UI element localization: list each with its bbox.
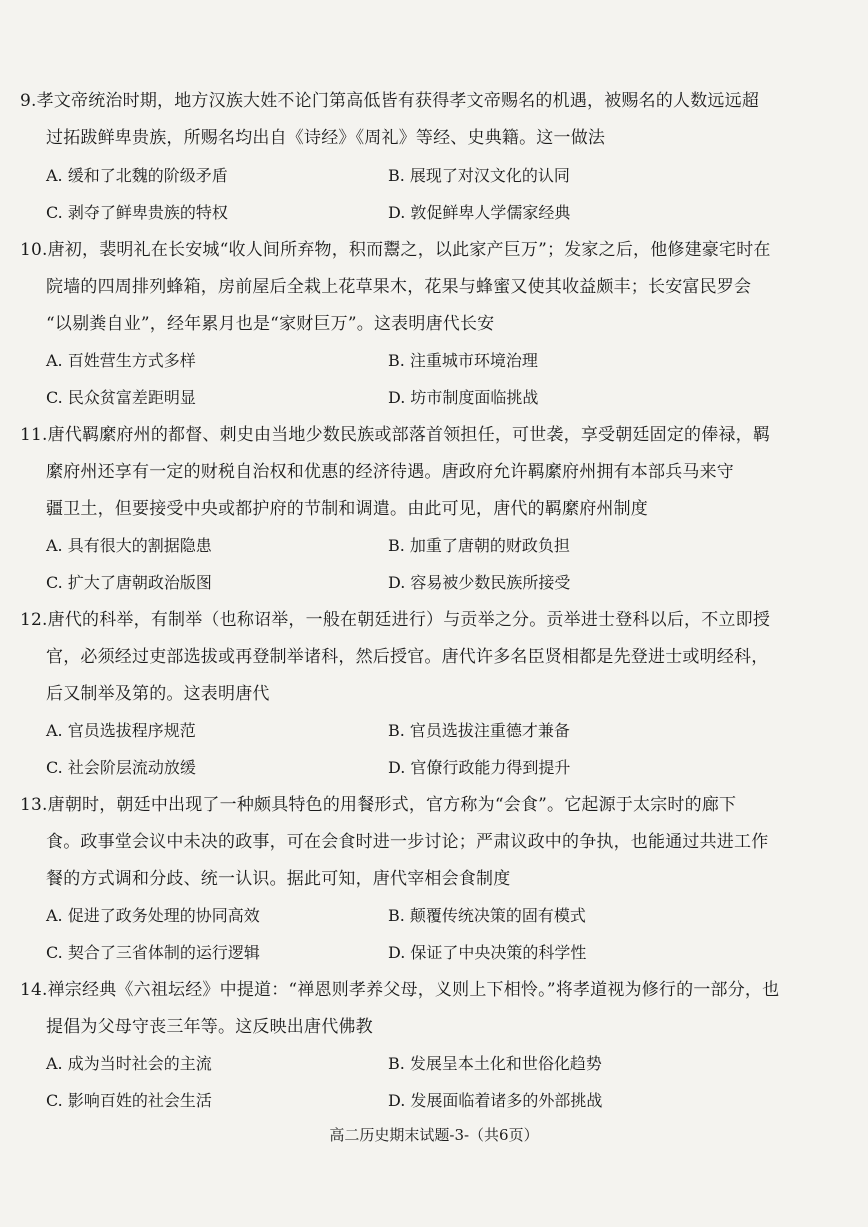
question-9-option-d: D. 敦促鲜卑人学儒家经典 — [388, 203, 571, 222]
question-14-option-a: A. 成为当时社会的主流 — [46, 1054, 212, 1073]
question-12-option-c: C. 社会阶层流动放缓 — [46, 758, 196, 777]
question-12-option-d: D. 官僚行政能力得到提升 — [388, 758, 571, 777]
page-footer: 高二历史期末试题-3-（共6页） — [329, 1126, 539, 1144]
question-11-option-c: C. 扩大了唐朝政治版图 — [46, 573, 212, 592]
question-14-line-1: 14.禅宗经典《六祖坛经》中提道：“禅恩则孝养父母，义则上下相怜。”将孝道视为修行的一部分，也 — [20, 980, 780, 1000]
question-13-line-3: 餐的方式调和分歧、统一认识。据此可知，唐代宰相会食制度 — [46, 869, 511, 889]
question-14-option-d: D. 发展面临着诸多的外部挑战 — [388, 1091, 603, 1110]
question-10-line-3: “以剔粪自业”，经年累月也是“家财巨万”。这表明唐代长安 — [46, 314, 495, 334]
question-10-option-a: A. 百姓营生方式多样 — [46, 351, 196, 370]
question-10-option-d: D. 坊市制度面临挑战 — [388, 388, 539, 407]
question-11-option-a: A. 具有很大的割据隐患 — [46, 536, 212, 555]
question-9-option-c: C. 剥夺了鲜卑贵族的特权 — [46, 203, 228, 222]
question-10-line-1: 10.唐初，裴明礼在长安城“收人间所弃物，积而鬻之，以此家产巨万”；发家之后，他修建豪宅时在 — [20, 240, 771, 260]
question-10-line-2: 院墙的四周排列蜂箱，房前屋后全栽上花草果木，花果与蜂蜜又使其收益颇丰；长安富民罗会 — [46, 277, 752, 297]
question-11-option-b: B. 加重了唐朝的财政负担 — [388, 536, 570, 555]
question-10-option-c: C. 民众贫富差距明显 — [46, 388, 196, 407]
question-13-option-d: D. 保证了中央决策的科学性 — [388, 943, 587, 962]
question-13-line-2: 食。政事堂会议中未决的政事，可在会食时进一步讨论；严肃议政中的争执，也能通过共进工作 — [46, 832, 769, 852]
question-11-line-3: 疆卫土，但要接受中央或都护府的节制和调遣。由此可见，唐代的羁縻府州制度 — [46, 499, 648, 519]
question-9-option-a: A. 缓和了北魏的阶级矛盾 — [46, 166, 228, 185]
question-11-line-1: 11.唐代羁縻府州的都督、刺史由当地少数民族或部落首领担任，可世袭，享受朝廷固定的俸禄，羁 — [20, 425, 771, 445]
question-13-line-1: 13.唐朝时，朝廷中出现了一种颇具特色的用餐形式，官方称为“会食”。它起源于太宗时的廊下 — [20, 795, 737, 815]
question-12-option-b: B. 官员选拔注重德才兼备 — [388, 721, 570, 740]
question-14-option-c: C. 影响百姓的社会生活 — [46, 1091, 212, 1110]
question-9-line-2: 过拓跋鲜卑贵族，所赐名均出自《诗经》《周礼》等经、史典籍。这一做法 — [46, 128, 606, 148]
question-11-option-d: D. 容易被少数民族所接受 — [388, 573, 571, 592]
question-12-line-3: 后又制举及第的。这表明唐代 — [46, 684, 270, 704]
question-14-line-2: 提倡为父母守丧三年等。这反映出唐代佛教 — [46, 1017, 373, 1037]
question-14-option-b: B. 发展呈本土化和世俗化趋势 — [388, 1054, 602, 1073]
question-13-option-a: A. 促进了政务处理的协同高效 — [46, 906, 260, 925]
question-12-option-a: A. 官员选拔程序规范 — [46, 721, 196, 740]
question-9-line-1: 9.孝文帝统治时期，地方汉族大姓不论门第高低皆有获得孝文帝赐名的机遇，被赐名的人数远远超 — [20, 91, 760, 111]
question-13-option-c: C. 契合了三省体制的运行逻辑 — [46, 943, 260, 962]
question-10-option-b: B. 注重城市环境治理 — [388, 351, 538, 370]
question-13-option-b: B. 颠覆传统决策的固有模式 — [388, 906, 586, 925]
question-9-option-b: B. 展现了对汉文化的认同 — [388, 166, 570, 185]
question-12-line-1: 12.唐代的科举，有制举（也称诏举，一般在朝廷进行）与贡举之分。贡举进士登科以后，不立即授 — [20, 610, 771, 630]
question-12-line-2: 官，必须经过吏部选拔或再登制举诸科，然后授官。唐代许多名臣贤相都是先登进士或明经科， — [46, 647, 769, 667]
question-11-line-2: 縻府州还享有一定的财税自治权和优惠的经济待遇。唐政府允许羁縻府州拥有本部兵马来守 — [46, 462, 734, 482]
